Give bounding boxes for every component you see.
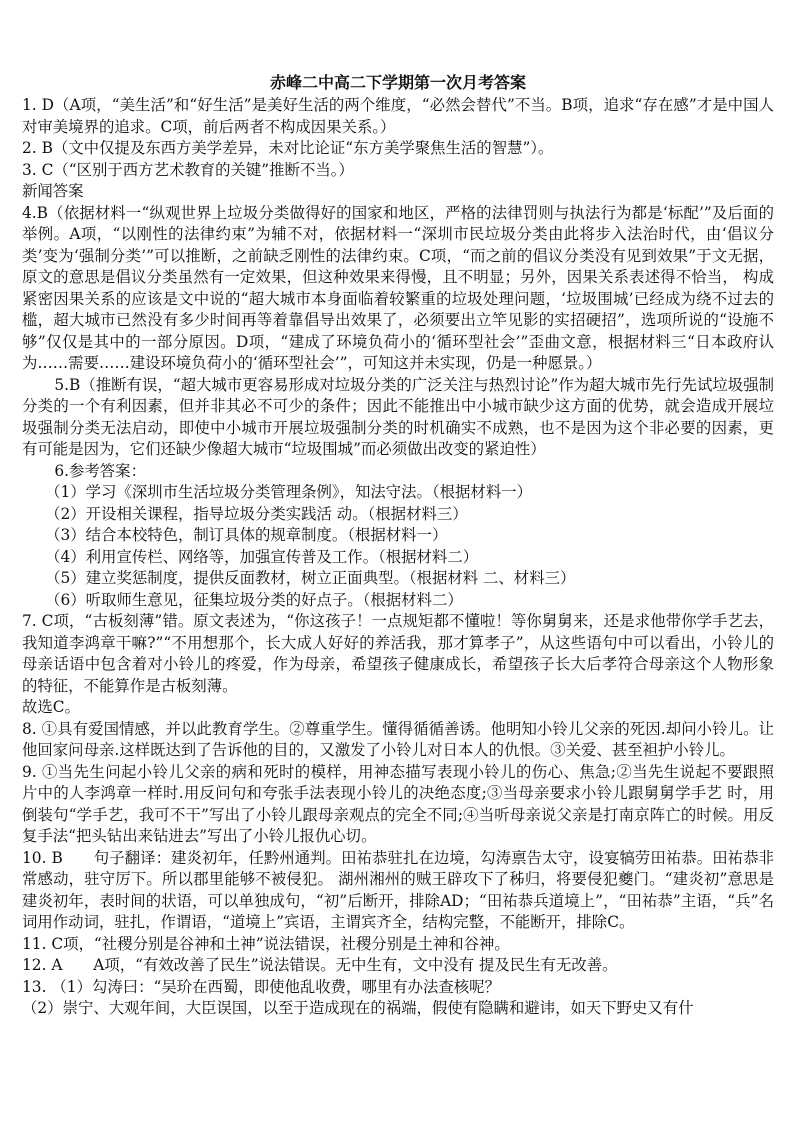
answer-4: 4.B（依据材料一“纵观世界上垃圾分类做得好的国家和地区，严格的法律罚则与执法行为都是‘标配’”及后面的举例。A项，“以刚性的法律约束”为辅不对，依据材料一“深圳市民垃圾分类由此将步入法治时代，由‘倡议分类’变为‘强制分类’”可以推断，之前缺乏刚性的法律约束。C项，“而之前的倡议分类没有见到效果”于文无据，原文的意思是倡议分类虽然有一定效果，但这种效果来得慢，且不明显；另外，因果关系表述得不恰当， 构成紧密因果关系的应该是文中说的“超大城市本身面临着较繁重的垃圾处理问题，‘垃圾围城’已经成为绕不过去的槛，超大城市已然没有多少时间再等着靠倡导出效果了，必须要出立竿见影的实招硬招”，选项所说的“设施不够”仅仅是其中的一部分原因。D项，“建成了环境负荷小的‘循环型社会’”歪曲文意，根据材料三“日本政府认为……需要……建设环境负荷小的‘循环型社会’”，可知这并未实现，仍是一种愿景。） <box>22 203 774 372</box>
document-title: 赤峰二中高二下学期第一次月考答案 <box>269 73 526 92</box>
answer-3: 3. C（“区别于西方艺术教育的关键”推断不当。） <box>22 160 354 179</box>
answer-1: 1. D（A项，“美生活”和“好生活”是美好生活的两个维度，“必然会替代”不当。B项，追求“存在感”才是中国人对审美境界的追求。C项，前后两者不构成因果关系。） <box>22 96 774 136</box>
answer-6-item-5: （5）建立奖惩制度，提供反面教材，树立正面典型。（根据材料 二、材料三） <box>45 569 576 587</box>
answer-7: 7. C项，“古板刻薄”错。原文表述为，“你这孩子！一点规矩都不懂啦！等你舅舅来，还是求他带你学手艺去，我知道李鸿章干嘛?”“不用想那个，长大成人好好的养活我，那才算孝子”，从这些语句中可以看出，小铃儿的母亲话语中包含着对小铃儿的疼爱，作为母亲，希望孩子健康成长，希望孩子长大后孝符合母亲这个人物形象的特征，不能算作是古板刻薄。 <box>22 612 774 695</box>
answer-6-item-1: （1）学习《深圳市生活垃圾分类管理条例》，知法守法。（根据材料一） <box>45 483 532 501</box>
answer-6-item-3: （3）结合本校特色，制订具体的规章制度。（根据材料一） <box>45 526 448 544</box>
answer-12: 12. A A项，“有效改善了民生”说法错误。无中生有，文中没有 提及民生有无改善。 <box>22 956 618 974</box>
answer-document <box>22 72 774 1020</box>
answer-6-item-4: （4）利用宣传栏、网络等，加强宣传普及工作。（根据材料二） <box>45 547 479 566</box>
answer-7-conclusion: 故选C。 <box>22 698 80 716</box>
answer-5: 5.B（推断有误，“超大城市更容易形成对垃圾分类的广泛关注与热烈讨论”作为超大城市先行先试垃圾强制分类的一个有利因素，但并非其必不可少的条件；因此不能推出中小城市缺少这方面的优势，就会造成开展垃圾强制分类无法启动，即使中小城市开展垃圾强制分类的时机确实不成熟，也不是因为这个非必要的因素，更有可能是因为，它们还缺少像超大城市“垃圾围城”而必须做出改变的紧迫性） <box>22 375 774 458</box>
answer-13-part-1: 13. （1）勾涛曰：“吴玠在西蜀，即使他乱收费，哪里有办法查核呢？ <box>22 977 500 996</box>
answer-9: 9. ①当先生问起小铃儿父亲的病和死时的模样，用神态描写表现小铃儿的伤心、焦急;②当先生说起不要跟照 片中的人李鸿章一样时.用反问句和夸张手法表现小铃儿的决绝态度;③当母亲要求小铃儿跟舅舅学手艺 时，用倒装句“学手艺，我可不干”写出了小铃儿跟母亲观点的完全不同;④当听母亲说父亲是打南京阵亡的时候。用反复手法“把头钻出来钻进去”写出了小铃儿报仇心切。 <box>22 762 774 845</box>
answer-11: 11. C项，“社稷分别是谷神和土神”说法错误，社稷分别是土神和谷神。 <box>22 934 510 953</box>
answer-6-item-6: （6）听取师生意见，征集垃圾分类的好点子。（根据材料二） <box>45 590 463 609</box>
answer-2: 2. B（文中仅提及东西方美学差异，未对比论证“东方美学聚焦生活的智慧”）。 <box>22 139 554 157</box>
answer-13-part-2: （2）崇宁、大观年间，大臣误国，以至于造成现在的祸端，假使有隐瞒和避讳，如天下野史又有什 <box>22 999 694 1017</box>
answer-6-item-2: （2）开设相关课程，指导垃圾分类实践活 动。（根据材料三） <box>45 504 468 523</box>
answer-8: 8. ①具有爱国情感，并以此教育学生。②尊重学生。懂得循循善诱。他明知小铃儿父亲的死因.却问小铃儿。让 他回家问母亲.这样既达到了告诉他的目的，又激发了小铃儿对日本人的仇恨。③关爱、甚至袒护小铃儿。 <box>22 719 774 759</box>
answer-10: 10. B 句子翻译：建炎初年，任黔州通判。田祐恭驻扎在边境，勾涛禀告太守，设宴犒劳田祐恭。田祐恭非常感动，驻守厉下。所以郡里能够不被侵犯。 湖州湘州的贼王辟攻下了秭归，将要侵犯夔门。“建炎初”意思是建炎初年，表时间的状语，可以单独成句，“初”后断开，排除AD；“田祐恭兵道境上”，“田祐恭”主语，“兵”名词用作动词，驻扎，作谓语，“道境上”宾语，主谓宾齐全，结构完整，不能断开，排除C。 <box>22 848 774 931</box>
answer-6-heading: 6.参考答案： <box>54 461 146 480</box>
section-heading-news: 新闻答案 <box>22 182 84 200</box>
